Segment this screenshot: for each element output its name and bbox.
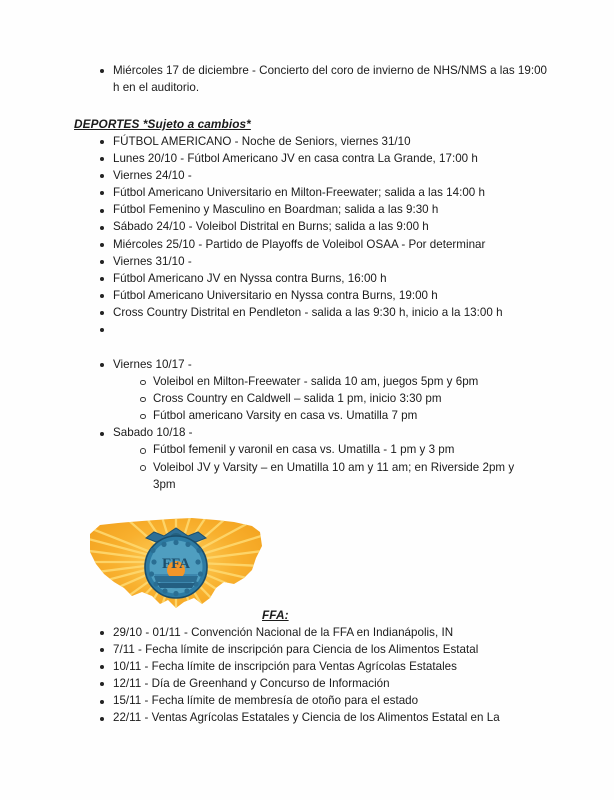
list-item-text: FÚTBOL AMERICANO - Noche de Seniors, viernes 31/10 bbox=[113, 135, 411, 148]
list-item-text: 10/11 - Fecha límite de inscripción para Ventas Agrícolas Estatales bbox=[113, 660, 457, 674]
list-item bbox=[97, 304, 567, 321]
list-item bbox=[97, 201, 567, 218]
list-item bbox=[97, 424, 567, 441]
ffa-heading-text: FFA: bbox=[262, 608, 289, 622]
list-item-text: Viernes 31/10 - bbox=[113, 254, 192, 268]
ffa-list bbox=[97, 624, 597, 727]
sports-heading-text: DEPORTES *Sujeto a cambios* bbox=[74, 117, 251, 131]
list-item bbox=[137, 407, 567, 424]
list-item-text: Voleibol en Milton-Freewater - salida 10 am, juegos 5pm y 6pm bbox=[153, 375, 479, 389]
list-item bbox=[97, 253, 567, 270]
ffa-logo-graphic bbox=[84, 512, 268, 614]
list-item-empty bbox=[97, 321, 567, 338]
list-item-text: Lunes 20/10 - Fútbol Americano JV en casa contra La Grande, 17:00 h bbox=[113, 152, 478, 166]
list-item bbox=[137, 373, 567, 390]
list-item bbox=[97, 675, 597, 692]
list-item-text: Viernes 10/17 - bbox=[113, 358, 192, 371]
list-item bbox=[97, 287, 567, 304]
list-item bbox=[97, 692, 597, 709]
list-item bbox=[97, 133, 567, 150]
list-item-text: 22/11 - Ventas Agrícolas Estatales y Ciencia de los Alimentos Estatal en La bbox=[113, 711, 500, 725]
list-item bbox=[97, 150, 567, 167]
list-item-text: Miércoles 25/10 - Partido de Playoffs de Voleibol OSAA - Por determinar bbox=[113, 237, 486, 251]
list-item-text: Fútbol americano Varsity en casa vs. Umatilla 7 pm bbox=[153, 409, 418, 423]
list-item bbox=[97, 356, 567, 373]
list-item bbox=[97, 184, 567, 201]
list-item bbox=[97, 624, 597, 641]
list-item bbox=[137, 459, 535, 493]
list-item-text: 15/11 - Fecha límite de membresía de otoño para el estado bbox=[113, 694, 419, 708]
list-item-text: Sabado 10/18 - bbox=[113, 426, 193, 440]
top-announcements-list bbox=[97, 62, 555, 96]
list-item bbox=[97, 709, 597, 726]
list-item-text: 7/11 - Fecha límite de inscripción para Ciencia de los Alimentos Estatal bbox=[113, 643, 479, 657]
sports-list-secondary bbox=[97, 356, 567, 493]
list-item bbox=[97, 270, 567, 287]
ffa-emblem-icon bbox=[145, 528, 207, 598]
sports-heading bbox=[74, 115, 251, 133]
list-item-text: Sábado 24/10 - Voleibol Distrital en Burns; salida a las 9:00 h bbox=[113, 220, 429, 234]
list-item-text: Miércoles 17 de diciembre - Concierto del coro de invierno de NHS/NMS a las 19:00 h en el auditorio. bbox=[113, 64, 548, 95]
ffa-heading bbox=[262, 606, 289, 624]
list-item bbox=[97, 236, 567, 253]
list-item-text: 12/11 - Día de Greenhand y Concurso de Información bbox=[113, 677, 390, 691]
ffa-usa-map-emblem-logo bbox=[84, 512, 268, 614]
list-item-text: Voleibol JV y Varsity – en Umatilla 10 am y 11 am; en Riverside 2pm y 3pm bbox=[153, 460, 515, 491]
list-item-text: Fútbol Americano Universitario en Nyssa contra Burns, 19:00 h bbox=[113, 288, 438, 302]
list-item-text: Viernes 24/10 - bbox=[113, 169, 192, 183]
list-item bbox=[97, 62, 555, 96]
list-item-text: Fútbol Femenino y Masculino en Boardman; salida a las 9:30 h bbox=[113, 203, 439, 217]
list-item-text: Fútbol Americano JV en Nyssa contra Burns, 16:00 h bbox=[113, 271, 387, 285]
list-item bbox=[97, 218, 567, 235]
list-item-text: Cross Country Distrital en Pendleton - salida a las 9:30 h, inicio a la 13:00 h bbox=[113, 305, 503, 319]
list-item bbox=[137, 441, 567, 458]
list-item bbox=[137, 390, 567, 407]
list-item-text: Cross Country en Caldwell – salida 1 pm, inicio 3:30 pm bbox=[153, 392, 442, 406]
list-item-text: Fútbol femenil y varonil en casa vs. Umatilla - 1 pm y 3 pm bbox=[153, 443, 455, 457]
list-item bbox=[97, 167, 567, 184]
list-item-text: 29/10 - 01/11 - Convención Nacional de la FFA en Indianápolis, IN bbox=[113, 626, 454, 639]
list-item-text: Fútbol Americano Universitario en Milton-Freewater; salida a las 14:00 h bbox=[113, 186, 485, 200]
ffa-emblem-letters: FFA bbox=[161, 556, 191, 572]
list-item bbox=[97, 641, 597, 658]
list-item bbox=[97, 658, 597, 675]
sports-list-primary bbox=[97, 133, 567, 338]
